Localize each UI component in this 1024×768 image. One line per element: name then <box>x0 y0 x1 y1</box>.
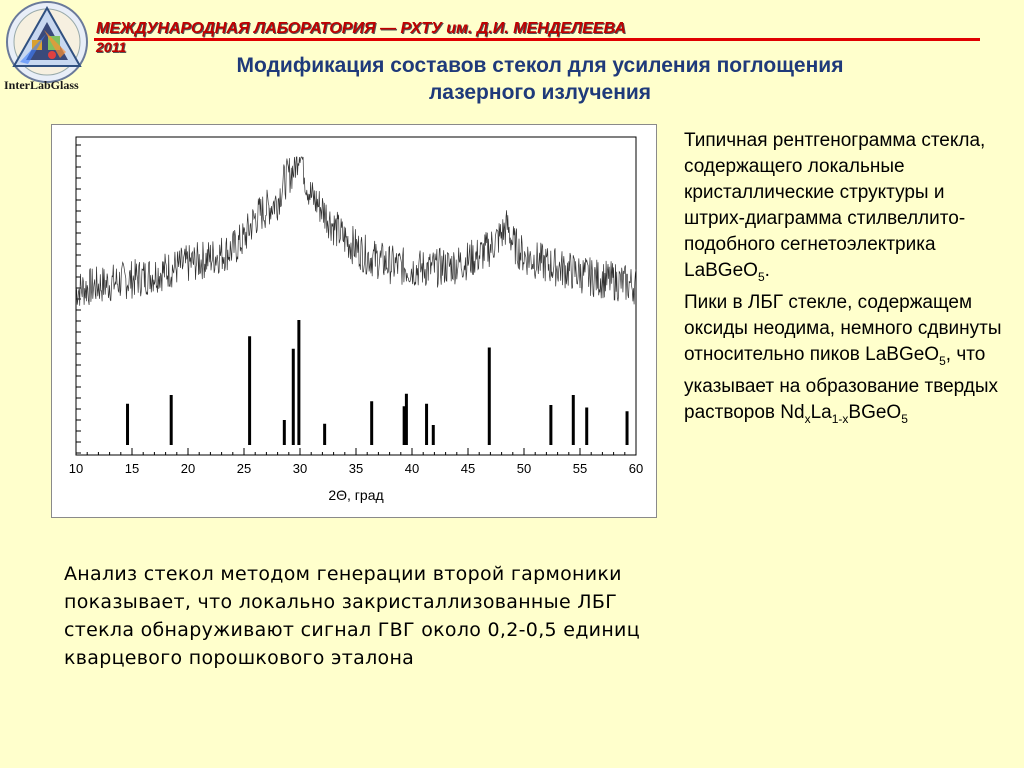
lab-title: МЕЖДУНАРОДНАЯ ЛАБОРАТОРИЯ — РХТУ им. Д.И. МЕНДЕЛЕЕВА <box>96 20 626 37</box>
side-p1-end: . <box>764 260 770 281</box>
side-p2-sub5: 5 <box>901 411 908 426</box>
side-p2-text: Пики в ЛБГ стекле, содержащем оксиды неодима, немного сдвинуты относительно пиков LaBGeO <box>684 291 1002 365</box>
side-p2-sub1x: 1-x <box>831 411 849 426</box>
side-p2-subx: x <box>804 411 811 426</box>
side-p2-mid: , что указывает на образование твердых растворов Nd <box>684 343 999 423</box>
slide-title <box>150 52 930 106</box>
logo-text: InterLabGlass <box>4 78 79 92</box>
side-p1-text: Типичная рентгенограмма стекла, содержащего локальные кристаллические структуры и штрих-диаграмма стилвеллито-подобного сегнетоэлектрика LaBGeO <box>684 130 986 281</box>
x-tick-label: 25 <box>236 461 252 476</box>
side-p2-la: La <box>810 401 832 423</box>
side-paragraph-2 <box>684 290 1004 432</box>
lab-year: 2011 <box>96 39 127 55</box>
x-tick-label: 55 <box>572 461 588 476</box>
xrd-pattern-line <box>76 157 636 306</box>
side-description <box>684 128 1004 431</box>
x-tick-label: 35 <box>348 461 364 476</box>
shg-analysis-text: Анализ стекол методом генерации второй гармоники показывает, что локально закристаллизованные ЛБГ стекла обнаруживают сигнал ГВГ около 0,2-0,5 единиц кварцевого порошкового эталона <box>64 563 640 669</box>
x-tick-label: 40 <box>404 461 420 476</box>
x-tick-label: 50 <box>516 461 532 476</box>
side-p1-sub: 5 <box>757 269 765 284</box>
header-divider <box>94 38 980 41</box>
x-axis-label: 2Θ, град <box>328 487 384 503</box>
slide-title-line2: лазерного излучения <box>428 81 652 104</box>
logo <box>0 0 95 95</box>
side-p2-bgeo: BGeO <box>848 401 902 423</box>
side-p2-sub1: 5 <box>939 353 946 368</box>
x-tick-label: 10 <box>68 461 84 476</box>
x-tick-label: 30 <box>292 461 308 476</box>
x-tick-label: 15 <box>124 461 140 476</box>
xrd-chart-svg <box>52 125 656 517</box>
x-tick-label: 60 <box>628 461 644 476</box>
xrd-chart <box>51 124 657 518</box>
side-paragraph-1 <box>684 128 1004 290</box>
slide-title-line1: Модификация составов стекол для усиления поглощения <box>236 54 844 77</box>
x-tick-label: 20 <box>180 461 196 476</box>
x-tick-label: 45 <box>460 461 476 476</box>
